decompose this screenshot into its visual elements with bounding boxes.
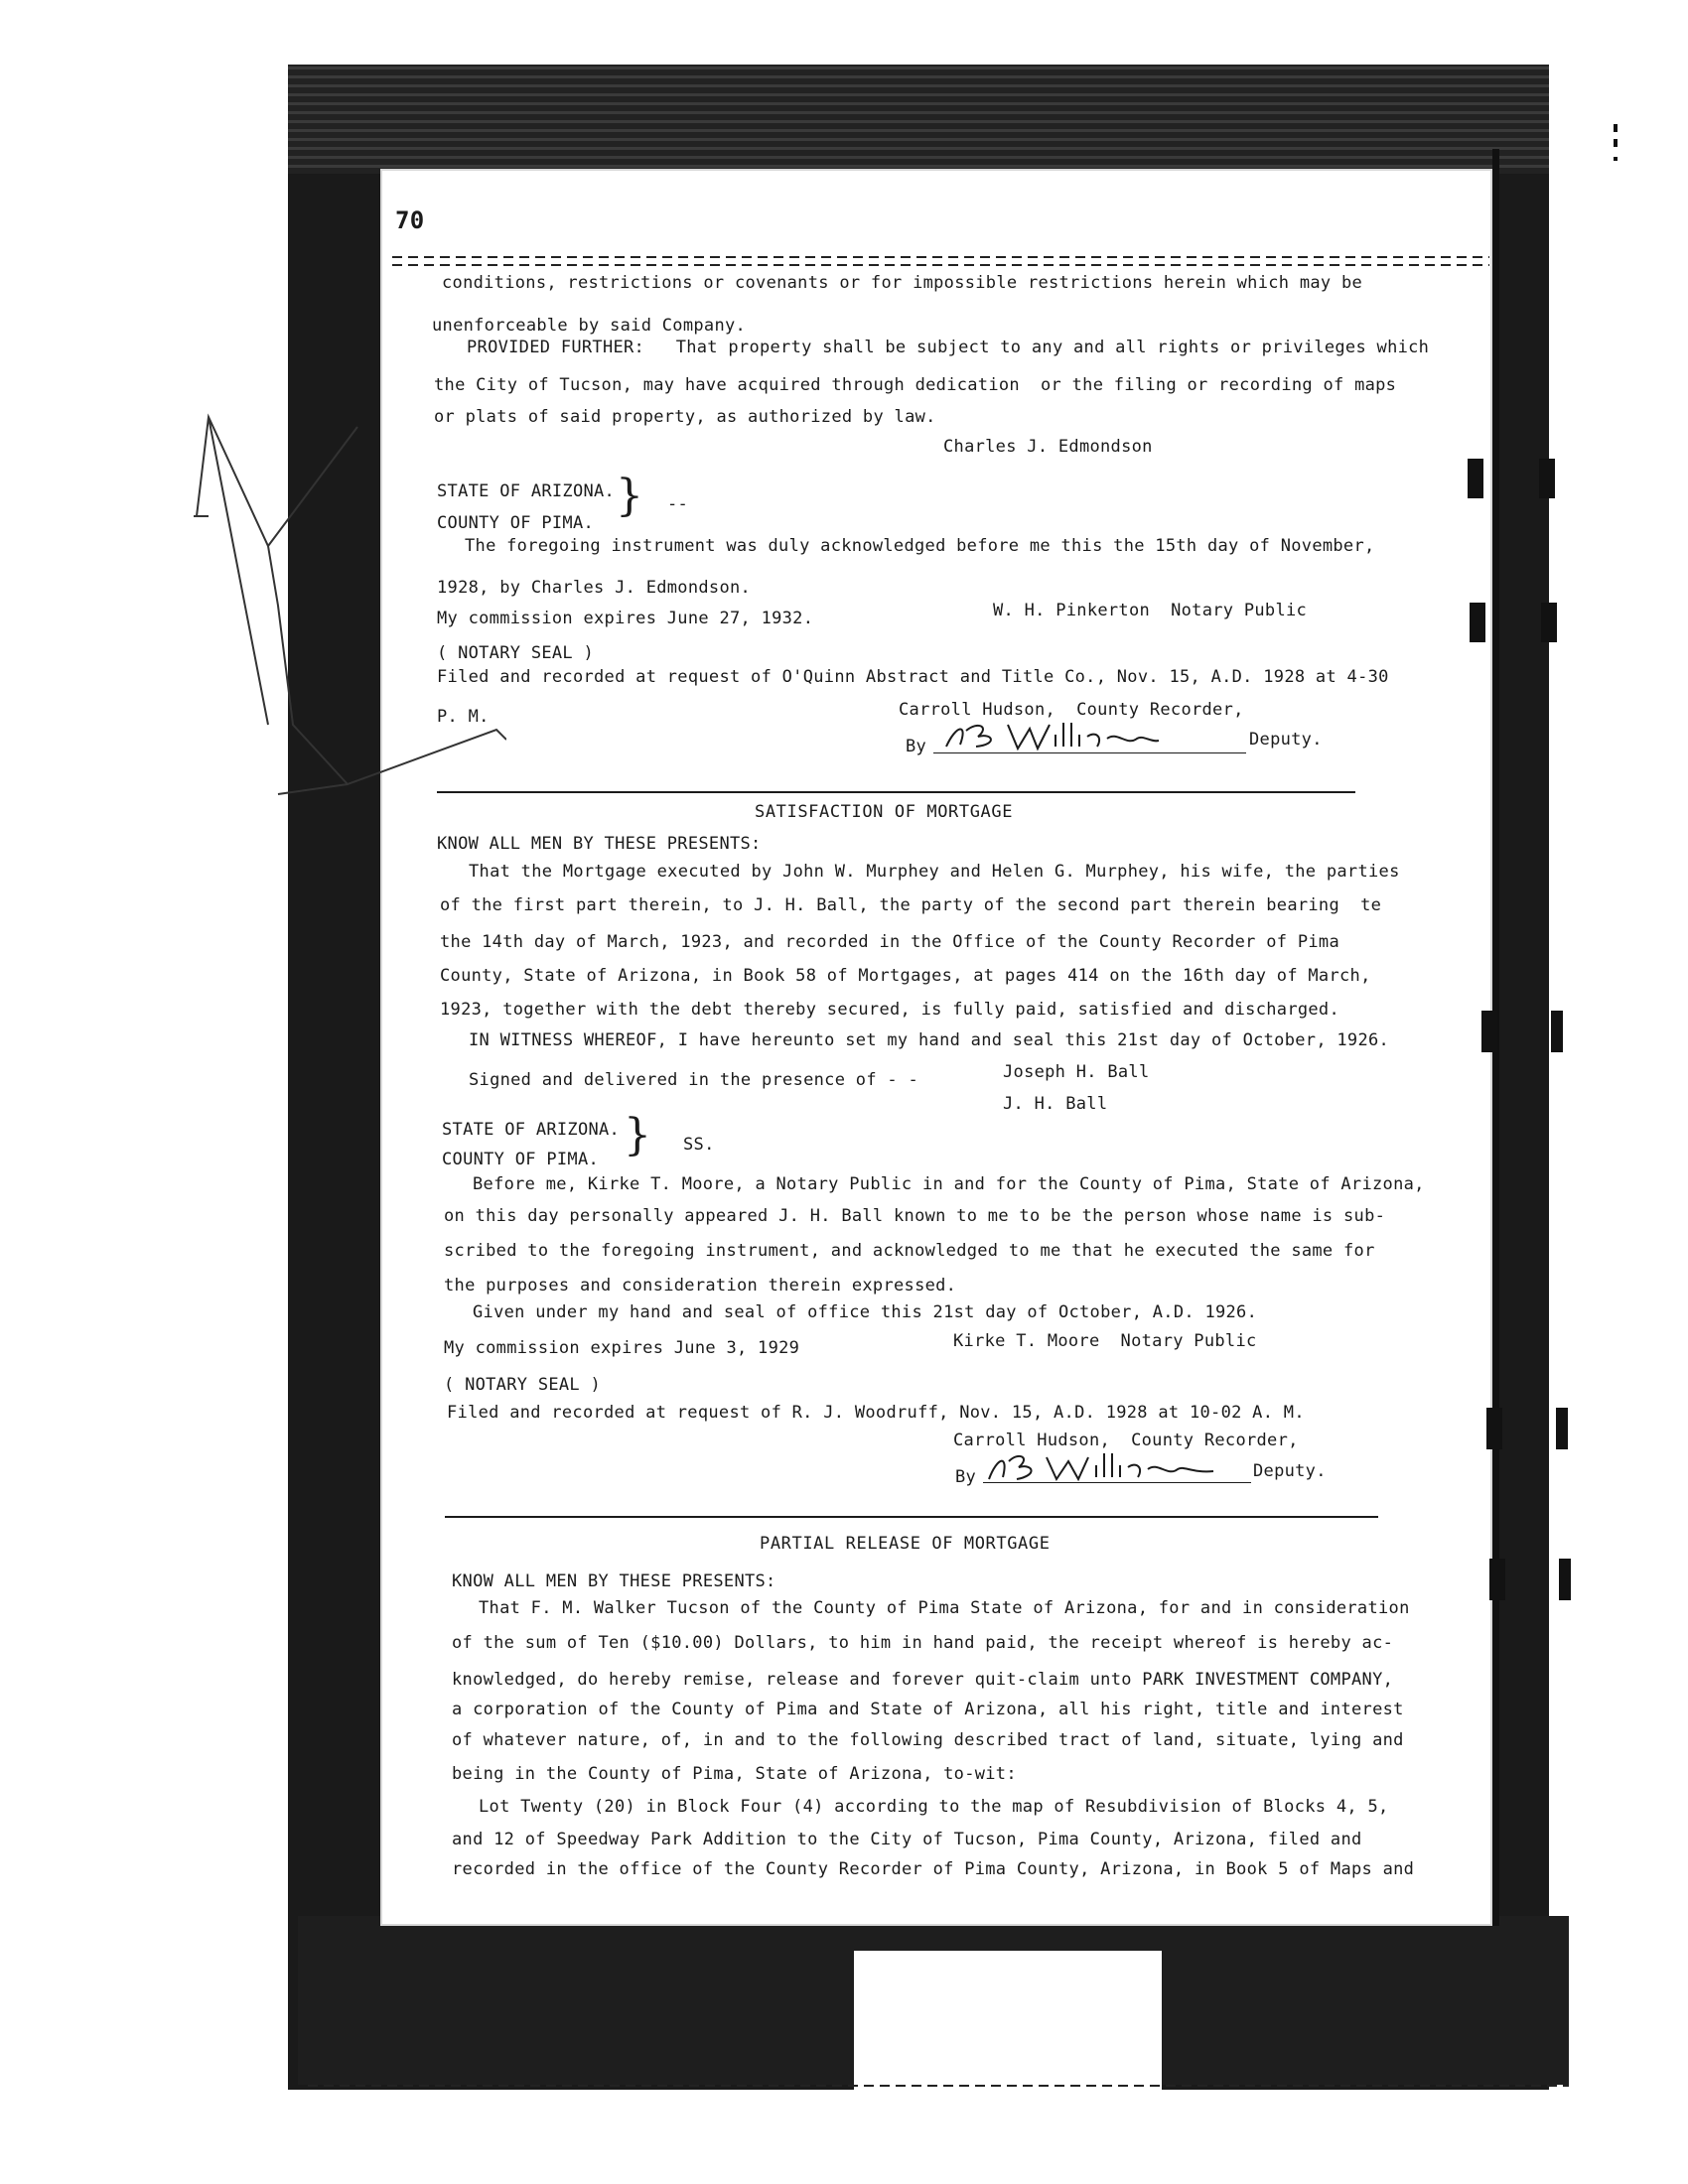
satisfaction-line: County, State of Arizona, in Book 58 of Mortgages, at pages 414 on the 16th day of March, [440,966,1371,986]
ack1-by: By [906,737,927,756]
index-mark [1468,459,1483,498]
partial-release-line: of whatever nature, of, in and to the following described tract of land, situate, lying and [452,1730,1404,1750]
ack2-line: Given under my hand and seal of office this 21st day of October, A.D. 1926. [473,1302,1258,1322]
index-mark [1486,1408,1502,1449]
partial-release-intro: KNOW ALL MEN BY THESE PRESENTS: [452,1571,776,1591]
partial-release-line: a corporation of the County of Pima and State of Arizona, all his right, title and interest [452,1700,1404,1719]
ack1-deputy: Deputy. [1249,730,1323,750]
satisfaction-line: the 14th day of March, 1923, and recorded in the Office of the County Recorder of Pima [440,932,1339,952]
ack2-deputy: Deputy. [1253,1461,1327,1481]
satisfaction-signer: Joseph H. Ball [1003,1062,1150,1082]
ack1-seal: ( NOTARY SEAL ) [437,643,595,663]
margin-speck [1614,157,1618,161]
satisfaction-intro: KNOW ALL MEN BY THESE PRESENTS: [437,834,762,854]
index-mark [1489,1559,1505,1600]
index-mark [1539,459,1555,498]
ack1-line: The foregoing instrument was duly acknowledged before me this the 15th day of November, [465,536,1375,556]
partial-release-line: That F. M. Walker Tucson of the County of Pima State of Arizona, for and in consideration [479,1598,1410,1618]
ack2-ss: SS. [683,1135,715,1155]
page-number: 70 [395,206,425,234]
ack2-deputy-signature [983,1447,1221,1487]
partial-release-line: Lot Twenty (20) in Block Four (4) according to the map of Resubdivision of Blocks 4, 5, [479,1797,1389,1817]
margin-pencil-mark [149,397,506,804]
satisfaction-line: of the first part therein, to J. H. Ball, the party of the second part therein bearing te [440,895,1382,915]
ack1-brace: } [616,471,643,521]
ack2-line: scribed to the foregoing instrument, and acknowledged to me that he executed the same for [444,1241,1375,1261]
ack1-state: STATE OF ARIZONA. [437,481,616,501]
ack1-filed-pm: P. M. [437,707,490,727]
partial-release-line: recorded in the office of the County Recorder of Pima County, Arizona, in Book 5 of Maps and [452,1859,1415,1879]
margin-speck [1614,124,1618,132]
ack1-dash: -- [667,494,689,514]
fragment-line: unenforceable by said Company. [432,316,747,336]
ack1-county: COUNTY OF PIMA. [437,513,595,533]
index-mark [1556,1408,1568,1449]
partial-release-line: of the sum of Ten ($10.00) Dollars, to him in hand paid, the receipt whereof is hereby ac- [452,1633,1394,1653]
index-mark [1481,1011,1497,1052]
satisfaction-heading: SATISFACTION OF MORTGAGE [755,802,1014,822]
satisfaction-line: 1923, together with the debt thereby secured, is fully paid, satisfied and discharged. [440,1000,1339,1020]
ack2-line: Before me, Kirke T. Moore, a Notary Public in and for the County of Pima, State of Arizona, [473,1174,1425,1194]
partial-release-line: knowledged, do hereby remise, release and forever quit-claim unto PARK INVESTMENT COMPANY, [452,1670,1394,1690]
scan-bottom-gap [854,1951,1162,2090]
ack2-by: By [955,1467,977,1487]
top-dashed-rule [392,264,1489,266]
ack2-seal: ( NOTARY SEAL ) [444,1375,602,1395]
partial-release-line: being in the County of Pima, State of Arizona, to-wit: [452,1764,1017,1784]
partial-release-heading: PARTIAL RELEASE OF MORTGAGE [760,1534,1051,1554]
top-dashed-rule [392,256,1489,258]
index-mark [1559,1559,1571,1600]
satisfaction-line: IN WITNESS WHEREOF, I have hereunto set my hand and seal this 21st day of October, 1926. [469,1030,1390,1050]
scan-top-band [288,65,1549,174]
margin-speck [1614,139,1618,147]
section-rule [445,1516,1378,1518]
section-rule [437,791,1355,793]
satisfaction-signed: Signed and delivered in the presence of - - [469,1070,918,1090]
ack2-state: STATE OF ARIZONA. [442,1120,621,1140]
ack2-brace: } [624,1110,651,1160]
partial-release-line: and 12 of Speedway Park Addition to the City of Tucson, Pima County, Arizona, filed and [452,1830,1362,1849]
ack2-line: the purposes and consideration therein expressed. [444,1276,957,1296]
ack1-notary: W. H. Pinkerton Notary Public [993,601,1308,620]
satisfaction-signer: J. H. Ball [1003,1094,1108,1114]
fragment-line: or plats of said property, as authorized by law. [434,407,936,427]
ack1-commission: My commission expires June 27, 1932. [437,609,814,628]
fragment-line: conditions, restrictions or covenants or for impossible restrictions herein which may be [442,273,1363,293]
ack2-notary: Kirke T. Moore Notary Public [953,1331,1257,1351]
ack1-line: 1928, by Charles J. Edmondson. [437,578,752,598]
ack2-line: on this day personally appeared J. H. Ball known to me to be the person whose name is sub- [444,1206,1386,1226]
bottom-dashed-rule [308,2085,1569,2087]
satisfaction-line: That the Mortgage executed by John W. Murphey and Helen G. Murphey, his wife, the parties [469,862,1400,882]
ack1-filed: Filed and recorded at request of O'Quinn Abstract and Title Co., Nov. 15, A.D. 1928 at 4-30 [437,667,1389,687]
index-mark [1470,603,1485,642]
index-mark [1551,1011,1563,1052]
ack2-commission: My commission expires June 3, 1929 [444,1338,800,1358]
ack1-recorder: Carroll Hudson, County Recorder, [899,700,1244,720]
ack2-county: COUNTY OF PIMA. [442,1150,600,1169]
fragment-line: PROVIDED FURTHER: That property shall be subject to any and all rights or privileges which [467,338,1430,357]
fragment-line: the City of Tucson, may have acquired through dedication or the filing or recording of maps [434,375,1397,395]
ack2-filed: Filed and recorded at request of R. J. Woodruff, Nov. 15, A.D. 1928 at 10-02 A. M. [447,1403,1305,1423]
ack1-deputy-signature [938,717,1177,756]
ack2-recorder: Carroll Hudson, County Recorder, [953,1431,1299,1450]
fragment-signer: Charles J. Edmondson [943,437,1153,457]
index-mark [1541,603,1557,642]
